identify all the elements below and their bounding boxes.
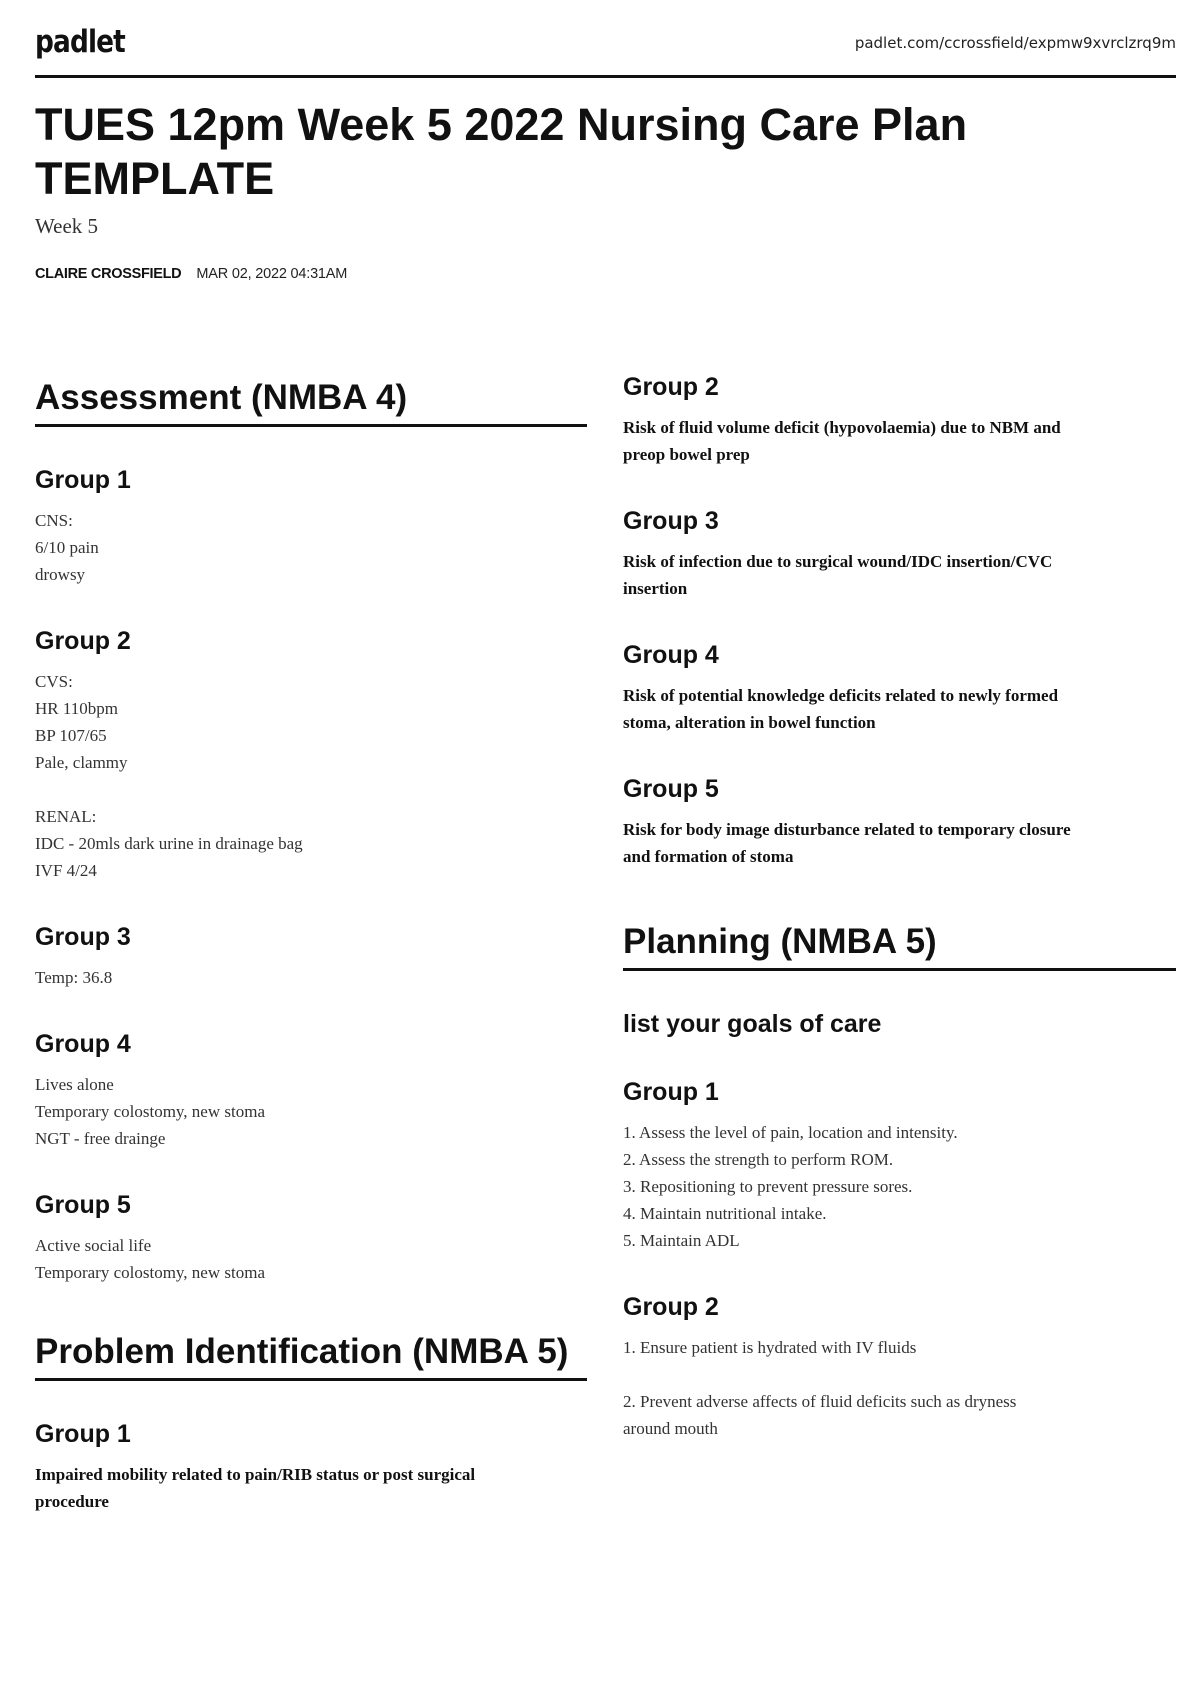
post-body — [35, 507, 587, 588]
post-line: CVS: — [35, 672, 73, 691]
post-line: 2. Assess the strength to perform ROM. — [623, 1150, 894, 1169]
post-line: NGT - free drainge — [35, 1129, 166, 1148]
post-title: Group 4 — [35, 1030, 131, 1058]
post-card — [35, 1029, 587, 1152]
padlet-url[interactable]: padlet.com/ccrossfield/expmw9xvrclzrq9m — [854, 34, 1176, 52]
post-meta — [35, 266, 347, 282]
section-problem — [35, 1330, 587, 1515]
left-column — [35, 376, 587, 1515]
section-heading: Assessment (NMBA 4) — [35, 376, 587, 427]
post-line: Lives alone — [35, 1075, 114, 1094]
post-line: Temporary colostomy, new stoma — [35, 1102, 265, 1121]
post-line: IVF 4/24 — [35, 861, 97, 880]
post-card — [35, 922, 587, 991]
post-line: 3. Repositioning to prevent pressure sores. — [623, 1177, 913, 1196]
post-line: 1. Assess the level of pain, location and intensity. — [623, 1123, 958, 1142]
post-date: MAR 02, 2022 04:31AM — [196, 266, 348, 282]
post-title: Group 3 — [35, 923, 131, 951]
planning-posts — [623, 1077, 1176, 1442]
post-title: Group 2 — [35, 627, 131, 655]
post-card — [623, 506, 1176, 602]
post-line: Risk of potential knowledge deficits related to newly formed — [623, 686, 1059, 705]
section-planning — [623, 920, 1176, 1442]
post-body — [623, 414, 1176, 468]
post-line — [35, 776, 587, 803]
post-line: 1. Ensure patient is hydrated with IV fluids — [623, 1338, 917, 1357]
post-line — [623, 1361, 1176, 1388]
post-line: Temp: 36.8 — [35, 968, 113, 987]
post-body — [623, 548, 1176, 602]
post-line: drowsy — [35, 565, 86, 584]
post-body — [623, 682, 1176, 736]
post-line: Pale, clammy — [35, 753, 128, 772]
goals-post — [623, 1009, 1176, 1039]
post-body — [35, 964, 587, 991]
page-header — [35, 18, 1176, 78]
post-body — [35, 1461, 587, 1515]
section-assessment — [35, 376, 587, 1286]
post-body — [35, 1232, 587, 1286]
post-line: Risk for body image disturbance related to temporary closure — [623, 820, 1071, 839]
post-card — [35, 1419, 587, 1515]
post-card — [35, 465, 587, 588]
post-line: Risk of fluid volume deficit (hypovolaemia) due to NBM and — [623, 418, 1061, 437]
post-body — [35, 1071, 587, 1152]
padlet-logo[interactable]: padlet — [35, 24, 125, 60]
post-title: Group 5 — [623, 775, 719, 803]
post-line: RENAL: — [35, 807, 97, 826]
post-title: Group 1 — [35, 1420, 131, 1448]
post-line: Active social life — [35, 1236, 152, 1255]
post-body — [623, 1334, 1176, 1442]
right-column — [623, 372, 1176, 1442]
post-line: 2. Prevent adverse affects of fluid deficits such as dryness — [623, 1392, 1017, 1411]
post-line: Risk of infection due to surgical wound/IDC insertion/CVC — [623, 552, 1053, 571]
post-line: around mouth — [623, 1419, 718, 1438]
post-line: Impaired mobility related to pain/RIB status or post surgical — [35, 1465, 476, 1484]
post-line: BP 107/65 — [35, 726, 107, 745]
goals-title: list your goals of care — [623, 1010, 882, 1038]
assessment-posts — [35, 465, 587, 1286]
post-line: Temporary colostomy, new stoma — [35, 1263, 265, 1282]
post-line: IDC - 20mls dark urine in drainage bag — [35, 834, 303, 853]
post-line: preop bowel prep — [623, 445, 750, 464]
post-line: stoma, alteration in bowel function — [623, 713, 876, 732]
post-line: HR 110bpm — [35, 699, 118, 718]
post-body — [35, 668, 587, 884]
post-body — [623, 816, 1176, 870]
post-card — [35, 626, 587, 884]
post-title: Group 5 — [35, 1191, 131, 1219]
post-body — [623, 1119, 1176, 1254]
post-line: 6/10 pain — [35, 538, 99, 557]
page-subtitle: Week 5 — [35, 214, 99, 238]
post-title: Group 4 — [623, 641, 719, 669]
post-line: insertion — [623, 579, 688, 598]
post-line: procedure — [35, 1492, 109, 1511]
page-title: TUES 12pm Week 5 2022 Nursing Care Plan TEMPLATE — [35, 99, 968, 204]
post-line: CNS: — [35, 511, 73, 530]
problem-continued-posts — [623, 372, 1176, 870]
post-title: Group 3 — [623, 507, 719, 535]
problem-posts — [35, 1419, 587, 1515]
post-card — [623, 372, 1176, 468]
post-line: 4. Maintain nutritional intake. — [623, 1204, 827, 1223]
post-title: Group 1 — [35, 466, 131, 494]
section-heading: Problem Identification (NMBA 5) — [35, 1330, 587, 1381]
post-line: and formation of stoma — [623, 847, 794, 866]
post-card — [35, 1190, 587, 1286]
post-card — [623, 1077, 1176, 1254]
post-card — [623, 774, 1176, 870]
post-title: Group 1 — [623, 1078, 719, 1106]
section-heading: Planning (NMBA 5) — [623, 920, 1176, 971]
post-title: Group 2 — [623, 373, 719, 401]
author-name: CLAIRE CROSSFIELD — [35, 266, 182, 282]
post-title: Group 2 — [623, 1293, 719, 1321]
post-card — [623, 640, 1176, 736]
post-card — [623, 1292, 1176, 1442]
post-line: 5. Maintain ADL — [623, 1231, 740, 1250]
